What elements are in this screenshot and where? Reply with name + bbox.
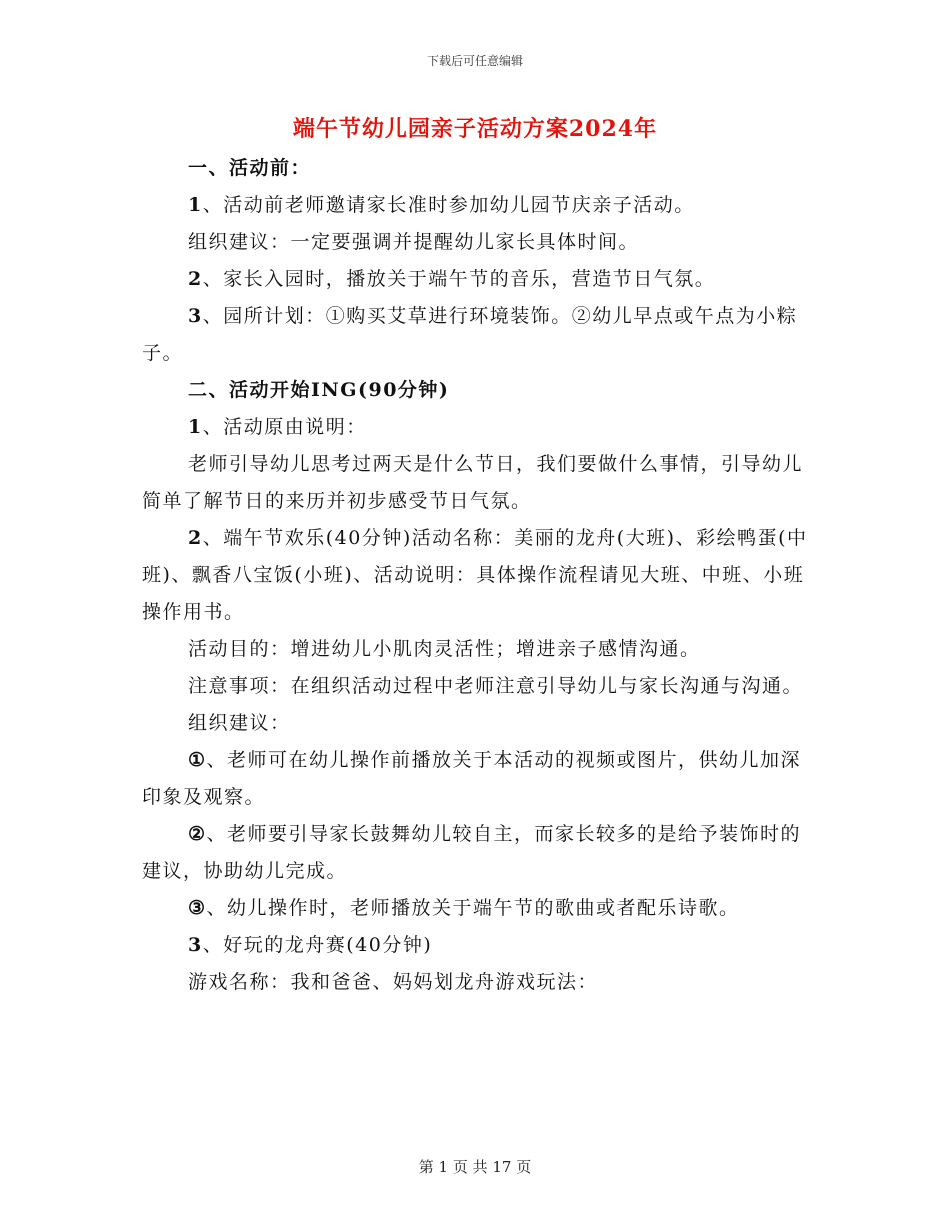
paragraph: 组织建议：: [188, 712, 291, 734]
paragraph: 注意事项：在组织活动过程中老师注意引导幼儿与家长沟通与沟通。: [188, 675, 804, 697]
paragraph: [142, 742, 810, 816]
paragraph: [142, 520, 810, 631]
paragraph-text: 、老师可在幼儿操作前播放关于本活动的视频或图片，供幼儿加深印象及观察。: [142, 749, 802, 808]
item-number: ②: [188, 823, 207, 845]
section-heading: 二、活动开始ING(90分钟): [188, 379, 450, 401]
item-number: ①: [188, 749, 207, 771]
paragraph: 游戏名称：我和爸爸、妈妈划龙舟游戏玩法：: [188, 971, 599, 993]
item-number: 2: [188, 268, 203, 290]
paragraph: [142, 298, 810, 372]
paragraph-text: 、幼儿操作时，老师播放关于端午节的歌曲或者配乐诗歌。: [206, 897, 740, 919]
paragraph: 活动目的：增进幼儿小肌肉灵活性；增进亲子感情沟通。: [188, 638, 701, 660]
paragraph: [142, 187, 810, 224]
paragraph-text: 、园所计划：①购买艾草进行环境装饰。②幼儿早点或午点为小粽子。: [142, 305, 798, 364]
item-number: 1: [188, 194, 203, 216]
paragraph: 组织建议：一定要强调并提醒幼儿家长具体时间。: [188, 231, 640, 253]
header-note: 下载后可任意编辑: [426, 54, 523, 68]
item-number: 1: [188, 416, 203, 438]
paragraph: [142, 261, 810, 298]
item-number: 2: [188, 527, 203, 549]
paragraph: 老师引导幼儿思考过两天是什么节日，我们要做什么事情，引导幼儿简单了解节日的来历并初步感受节日气氛。: [142, 453, 804, 512]
paragraph-text: 、活动原由说明：: [202, 416, 367, 438]
paragraph: [142, 409, 810, 446]
paragraph-text: 、老师要引导家长鼓舞幼儿较自主，而家长较多的是给予装饰时的建议，协助幼儿完成。: [142, 823, 802, 882]
item-number: 3: [188, 305, 203, 327]
paragraph-text: 、活动前老师邀请家长准时参加幼儿园节庆亲子活动。: [202, 194, 695, 216]
paragraph: [142, 890, 810, 927]
item-number: 3: [188, 934, 203, 956]
section-heading: 一、活动前：: [188, 157, 312, 179]
page-footer: 第 1 页 共 17 页: [418, 1158, 532, 1176]
document-title: 端午节幼儿园亲子活动方案2024年: [292, 116, 658, 142]
paragraph: [142, 816, 810, 890]
item-number: ③: [188, 897, 207, 919]
paragraph: [142, 927, 810, 964]
paragraph-text: 、家长入园时，播放关于端午节的音乐，营造节日气氛。: [202, 268, 716, 290]
paragraph-text: 、端午节欢乐(40分钟)活动名称：美丽的龙舟(大班)、彩绘鸭蛋(中班)、飘香八宝饭(小班)、活动说明：具体操作流程请见大班、中班、小班操作用书。: [142, 527, 808, 623]
document-body: [142, 150, 810, 1001]
paragraph-text: 、好玩的龙舟赛(40分钟): [202, 934, 433, 956]
